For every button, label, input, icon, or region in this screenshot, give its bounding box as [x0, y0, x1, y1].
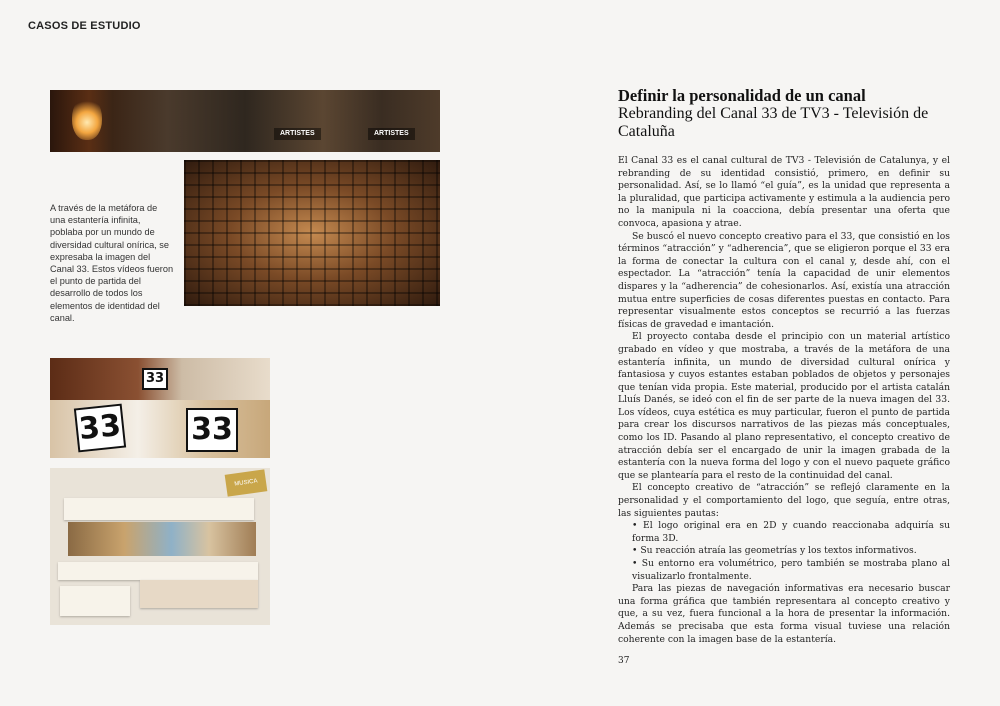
music-tag: MUSICA [225, 469, 268, 496]
logo-33-front: 33 [186, 408, 238, 452]
logo-33-tilted: 33 [74, 404, 126, 453]
info-graphics-image [50, 468, 270, 625]
article-subtitle: Rebranding del Canal 33 de TV3 - Televisión de Cataluña [618, 105, 929, 140]
info-panel-bottom-right [140, 580, 258, 608]
artistes-label-1: ARTISTES [274, 128, 321, 140]
photo-strip [68, 522, 256, 556]
article-body [618, 155, 950, 646]
artistes-label-2: ARTISTES [368, 128, 415, 140]
page-number: 37 [618, 656, 630, 666]
article-title: Definir la personalidad de un canal [618, 86, 866, 105]
bullet-item: • El logo original era en 2D y cuando reaccionaba adquiría su forma 3D. [632, 520, 950, 545]
logo-sequence-top [50, 358, 270, 400]
logo-sequence-image [50, 358, 270, 458]
candle-flame-graphic [72, 96, 102, 140]
info-panel-bottom-left [60, 586, 130, 616]
small-33-logo: 33 [142, 368, 168, 390]
info-panel-top [64, 498, 254, 520]
bullet-item: • Su reacción atraía las geometrías y los textos informativos. [632, 545, 950, 558]
info-panel-middle [58, 562, 258, 580]
article [618, 86, 950, 646]
section-header: CASOS DE ESTUDIO [28, 20, 141, 32]
logo-sequence-bottom [50, 400, 270, 458]
paragraph: Se buscó el nuevo concepto creativo para el 33, que consistió en los términos “atracción” y “adherencia”, que se eligieron porque el 33 era la forma de conectar la cultura con el canal y, desde ahí, con el espectador. La “atracción” tenía la capacidad de unir elementos dispares y la “adherencia” de cohesionarlos. Así, existía una atracción mutua entre superficies de cosas diferentes puestas en contacto. Para representar visualmente estos conceptos se recurrió a las fuerzas físicas de gravedad e imantación. [618, 230, 950, 330]
shelf-strip-image [50, 90, 440, 152]
paragraph: El Canal 33 es el canal cultural de TV3 - Televisión de Catalunya, y el rebranding de su identidad consistió, primero, en definir su personalidad. Así, se lo llamó “el guía”, es la unidad que representa a la pluralidad, que participa activamente y estimula a la audiencia pero no la manipula ni la coacciona, debía presentar una oferta que convoca, apasiona y atrae. [618, 155, 950, 229]
image-caption: A través de la metáfora de una estantería infinita, poblaba por un mundo de diversidad cultural onírica, se expresaba la imagen del Canal 33. Estos vídeos fueron el punto de partida del desarrollo de todos los elementos de identidad del canal. [50, 203, 174, 323]
bullet-list [618, 520, 950, 583]
bullet-item: • Su entorno era volumétrico, pero también se mostraba plano al visualizarlo frontalmente. [632, 558, 950, 583]
paragraph: El proyecto contaba desde el principio con un material artístico grabado en vídeo y que mostraba, a través de la metáfora de una estantería infinita, un mundo de diversidad cultural onírica y fantasiosa y cuyos estantes estaban poblados de objetos y personajes que tenían vida propia. Este material, producido por el artista catalán Lluís Danés, se ideó con el fin de ser parte de la nueva imagen del 33. Los vídeos, cuya estética es muy particular, fueron el punto de partida para crear los discursos narrativos de las piezas más conceptuales, como los ID. Pasando al plano representativo, el concepto creativo de atracción debía ser el encargado de unir la imagen grabada de la estantería con la nueva forma del logo y con el nuevo paquete gráfico que se plantearía para el resto de la continuidad del canal. [618, 331, 950, 481]
paragraph: El concepto creativo de “atracción” se reflejó claramente en la personalidad y el comportamiento del logo, que seguía, entre otras, las siguientes pautas: [618, 482, 950, 519]
infinite-shelf-image [184, 160, 440, 306]
paragraph: Para las piezas de navegación informativas era necesario buscar una forma gráfica que también representara al concepto creativo y que, a su vez, fuera funcional a la hora de presentar la información. Además se precisaba que esta forma visual tuviese una relación coherente con la imagen base de la estantería. [618, 583, 950, 645]
